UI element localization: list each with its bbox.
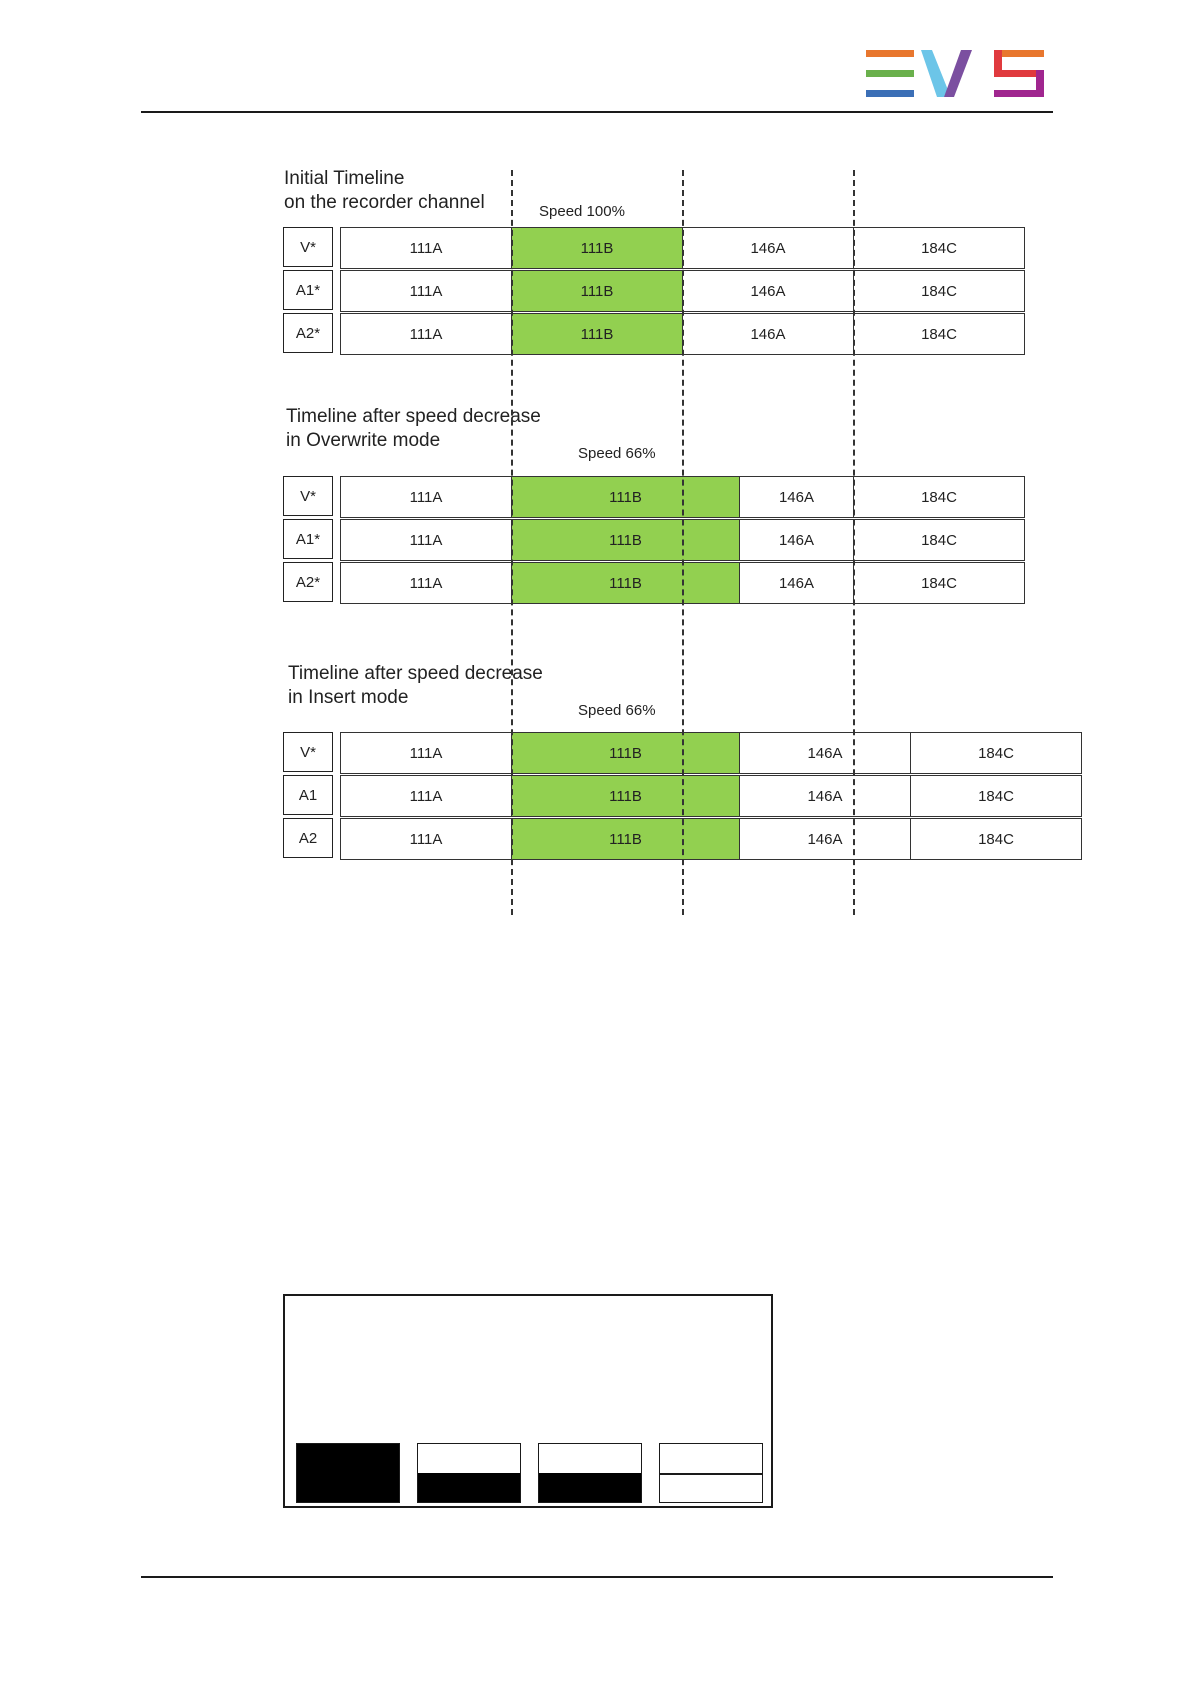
clip-cell: 146A — [739, 519, 854, 561]
clip-cell: 184C — [853, 270, 1025, 312]
clip-cell: 111A — [340, 775, 512, 817]
clip-cell: 184C — [853, 476, 1025, 518]
clip-cell: 111A — [340, 313, 512, 355]
clip-cell: 146A — [739, 476, 854, 518]
clip-cell: 184C — [853, 562, 1025, 604]
section-title-initial: Initial Timeline on the recorder channel — [284, 168, 485, 213]
key-empty — [659, 1443, 763, 1503]
clip-cell: 146A — [682, 270, 854, 312]
track-label: A1* — [283, 519, 333, 559]
key-lower-filled — [417, 1443, 521, 1503]
clip-cell: 111A — [340, 227, 512, 269]
clip-cell-highlight: 111B — [511, 313, 683, 355]
track-label: V* — [283, 732, 333, 772]
clip-cell-highlight: 111B — [511, 775, 740, 817]
clip-cell: 184C — [910, 732, 1082, 774]
speed-label: Speed 66% — [578, 702, 656, 719]
clip-cell: 111A — [340, 818, 512, 860]
clip-cell: 146A — [739, 775, 911, 817]
clip-cell: 146A — [739, 818, 911, 860]
clip-cell-highlight: 111B — [511, 519, 740, 561]
clip-cell: 146A — [739, 562, 854, 604]
section-title-overwrite: Timeline after speed decrease in Overwrite mode — [286, 406, 541, 451]
track-label: V* — [283, 476, 333, 516]
track-label: A2* — [283, 562, 333, 602]
clip-cell-highlight: 111B — [511, 732, 740, 774]
footer-rule — [141, 1576, 1053, 1578]
clip-cell: 111A — [340, 519, 512, 561]
clip-cell: 111A — [340, 732, 512, 774]
section-title-insert: Timeline after speed decrease in Insert mode — [288, 663, 543, 708]
speed-label: Speed 100% — [539, 203, 625, 220]
clip-cell: 111A — [340, 270, 512, 312]
clip-cell: 184C — [910, 818, 1082, 860]
clip-cell: 146A — [682, 313, 854, 355]
clip-cell: 184C — [853, 313, 1025, 355]
clip-cell-highlight: 111B — [511, 270, 683, 312]
track-label: A2 — [283, 818, 333, 858]
clip-cell: 184C — [910, 775, 1082, 817]
clip-cell-highlight: 111B — [511, 227, 683, 269]
clip-cell: 111A — [340, 562, 512, 604]
speed-label: Speed 66% — [578, 445, 656, 462]
track-label: A1* — [283, 270, 333, 310]
clip-cell: 146A — [739, 732, 911, 774]
track-label: A1 — [283, 775, 333, 815]
track-label: A2* — [283, 313, 333, 353]
key-lower-filled — [538, 1443, 642, 1503]
clip-cell: 146A — [682, 227, 854, 269]
clip-cell: 111A — [340, 476, 512, 518]
clip-cell-highlight: 111B — [511, 476, 740, 518]
clip-cell: 184C — [853, 519, 1025, 561]
key-filled — [296, 1443, 400, 1503]
clip-cell-highlight: 111B — [511, 818, 740, 860]
track-label: V* — [283, 227, 333, 267]
clip-cell: 184C — [853, 227, 1025, 269]
clip-cell-highlight: 111B — [511, 562, 740, 604]
